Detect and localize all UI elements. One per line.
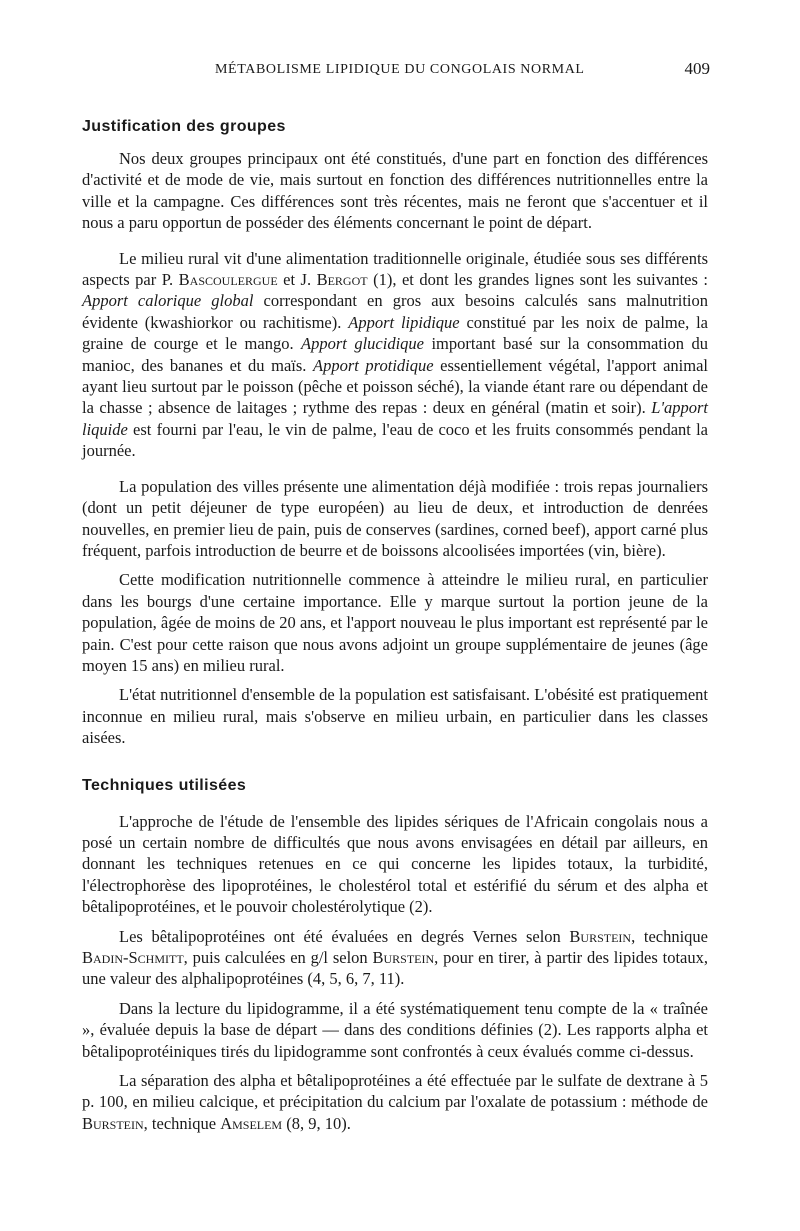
- author-name: Amselem: [220, 1113, 283, 1133]
- italic-term: L'apport liquide: [82, 398, 708, 439]
- section-heading-techniques: Techniques utilisées: [82, 776, 247, 794]
- section-heading-justification: Justification des groupes: [82, 118, 286, 135]
- paragraph: La séparation des alpha et bêtalipoprotéines a été effectuée par le sulfate de dextrane à 5 p. 100, en milieu calcique, et précipitation du calcium par l'oxalate de potassium : méthode de Burstein, technique Amselem (8, 9, 10).: [82, 1071, 708, 1133]
- author-name: Burstein: [82, 1113, 144, 1133]
- paragraph: Nos deux groupes principaux ont été constitués, d'une part en fonction des différences d'activité et de mode de vie, mais surtout en fonction des différences nutritionnelles entre la ville et la campagne. Ces différences sont très récentes, mais ne feront que s'accentuer et il nous a paru opportun de posséder des éléments concernant le point de départ.: [82, 149, 708, 233]
- paragraph: L'approche de l'étude de l'ensemble des lipides sériques de l'Africain congolais nous a posé un certain nombre de difficultés que nous avons envisagées en détail par ailleurs, en donnant les techniques retenues en ce qui concerne les lipides totaux, la turbidité, l'électrophorèse des lipoprotéines, le cholestérol total et estérifié du sérum et des alpha et bêtalipoprotéines, et le pouvoir cholestérolytique (2).: [82, 811, 708, 917]
- paragraph: Le milieu rural vit d'une alimentation traditionnelle originale, étudiée sous ses différents aspects par P. Bascoulergue et J. Bergot (1), et dont les grandes lignes sont les suivantes : Apport calorique global correspondant en gros aux besoins calculés sans malnutrition évidente (kwashiorkor ou rachitisme). Apport lipidique constitué par les noix de palme, la graine de courge et le mango. Apport glucidique important basé sur la consommation du manioc, des bananes et du maïs. Apport protidique essentiellement végétal, l'apport animal ayant lieu surtout par le poisson (pêche et poisson séché), la viande étant rare ou dépendant de la chasse ; absence de laitages ; rythme des repas : deux en général (matin et soir). L'apport liquide est fourni par l'eau, le vin de palme, l'eau de coco et les fruits consommés pendant la journée.: [82, 248, 708, 461]
- running-header: [0, 59, 800, 86]
- paragraph: Les bêtalipoprotéines ont été évaluées en degrés Vernes selon Burstein, technique Badin-Schmitt, puis calculées en g/l selon Burstein, pour en tirer, à partir des lipides totaux, une valeur des alphalipoprotéines (4, 5, 6, 7, 11).: [82, 926, 708, 989]
- author-name: Badin-Schmitt: [82, 948, 184, 967]
- author-name: Bascoulergue: [178, 270, 278, 290]
- italic-term: Apport glucidique: [301, 334, 424, 354]
- italic-term: Apport lipidique: [348, 312, 460, 332]
- running-title: MÉTABOLISME LIPIDIQUE DU CONGOLAIS NORMAL: [215, 62, 585, 77]
- author-name: Burstein: [372, 948, 435, 967]
- author-name: Bergot: [316, 270, 368, 290]
- italic-term: Apport protidique: [313, 355, 434, 375]
- italic-term: Apport calorique global: [82, 291, 254, 311]
- page-number: 409: [684, 59, 710, 78]
- paragraph: La population des villes présente une alimentation déjà modifiée : trois repas journaliers (dont un petit déjeuner de type européen) au lieu de deux, et introduction de denrées nouvelles, en premier lieu de pain, puis de conserves (sardines, corned beef), apport carné plus fréquent, parfois introduction de beurre et de boissons alcoolisées importées (vin, bière).: [82, 476, 708, 560]
- paragraph: Cette modification nutritionnelle commence à atteindre le milieu rural, en particulier dans les bourgs d'une certaine importance. Elle y marque surtout la portion jeune de la population, âgée de moins de 20 ans, et l'apport nouveau le plus important est représenté par le pain. C'est pour cette raison que nous avons adjoint un groupe supplémentaire de jeunes (âge moyen 15 ans) en milieu rural.: [82, 570, 708, 675]
- paragraph: Dans la lecture du lipidogramme, il a été systématiquement tenu compte de la « traînée », évaluée depuis la base de départ — dans des conditions définies (2). Les rapports alpha et bêtalipoprotéiniques tirés du lipidogramme sont confrontés à ceux évalués comme ci-dessus.: [82, 998, 708, 1061]
- paragraph: L'état nutritionnel d'ensemble de la population est satisfaisant. L'obésité est pratiquement inconnue en milieu rural, mais s'observe en milieu urbain, en particulier dans les classes aisées.: [82, 685, 708, 748]
- body-text: [82, 118, 708, 1148]
- author-name: Burstein: [569, 926, 632, 946]
